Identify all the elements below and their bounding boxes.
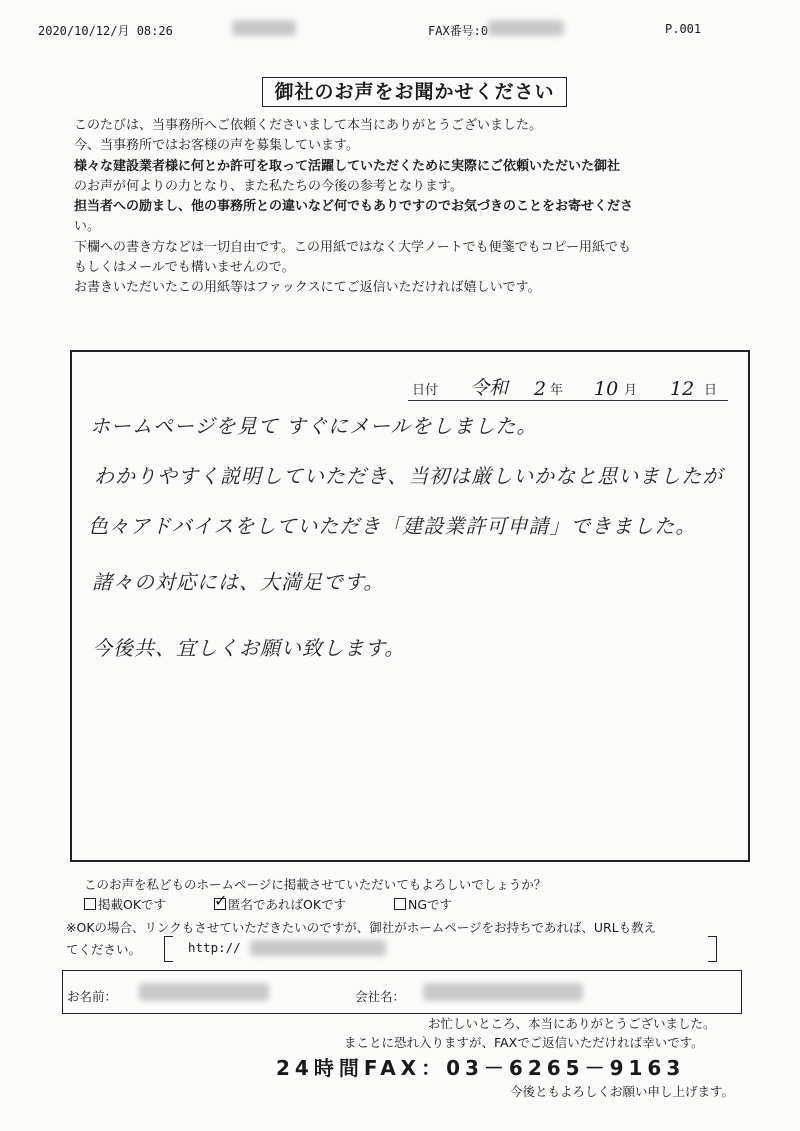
reply-request: まことに恐れ入りますが、FAXでご返信いただければ幸いです。 (344, 1035, 704, 1050)
option-ng[interactable]: NGです (394, 895, 452, 913)
checkbox-icon[interactable] (84, 898, 96, 910)
name-company-box (62, 970, 742, 1014)
page-number: P.001 (665, 22, 702, 36)
intro-line: 様々な建設業者様に何とか許可を取って活躍していただくために実際にご依頼いただいた御社 (74, 158, 621, 174)
checkbox-checked-icon[interactable]: ✓ (214, 891, 228, 910)
fax-number-line: 24時間FAX：03－6265－9163 (276, 1056, 686, 1080)
date-label: 日付 (412, 383, 439, 398)
intro-line: のお声が何よりの力となり、また私たちの今後の参考となります。 (74, 178, 463, 194)
date-day: 12 (670, 378, 695, 400)
url-note: ※OKの場合、リンクもさせていただきたいのですが、御社がホームページをお持ちであれば、URLも教え てください。 (66, 920, 657, 957)
page-title: 御社のお声をお聞かせください (262, 77, 567, 107)
option-publish-ok[interactable]: 掲載OKです (84, 895, 166, 913)
closing-text: 今後ともよろしくお願い申し上げます。 (510, 1084, 735, 1099)
intro-line: もしくはメールでも構いませんので。 (74, 260, 295, 276)
fax-header (0, 22, 800, 42)
url-input[interactable]: http:// (188, 940, 241, 955)
company-label: 会社名： (355, 989, 406, 1004)
comment-box[interactable] (70, 350, 750, 862)
handwritten-line: わかりやすく説明していただき、当初は厳しいかなと思いましたが (94, 464, 724, 488)
intro-text (74, 116, 754, 299)
intro-line: い。 (74, 219, 101, 235)
fax-datetime: 2020/10/12/月 08:26 (38, 24, 173, 38)
redacted-name[interactable] (139, 983, 269, 1001)
intro-line: お書きいただいたこの用紙等はファックスにてご返信いただければ嬉しいです。 (74, 280, 541, 296)
date-year-unit: 年 (550, 383, 564, 398)
redacted-company[interactable] (423, 983, 583, 1001)
handwritten-line: 色々アドバイスをしていただき「建設業許可申請」できました。 (88, 514, 697, 538)
url-bracket-right (708, 936, 717, 962)
date-year: 2 (534, 378, 547, 400)
redacted-url (250, 940, 386, 956)
date-month-unit: 月 (624, 383, 638, 398)
date-field (408, 378, 728, 401)
date-month: 10 (594, 378, 619, 400)
handwritten-line: 諸々の対応には、大満足です。 (92, 570, 385, 594)
url-bracket-left (164, 936, 173, 962)
checkbox-icon[interactable] (394, 898, 406, 910)
permission-question: このお声を私どものホームページに掲載させていただいてもよろしいでしょうか？ (84, 877, 547, 892)
intro-line: 今、当事務所ではお客様の声を募集しています。 (74, 138, 359, 154)
redacted-sender (232, 20, 296, 36)
handwritten-line: 今後共、宜しくお願い致します。 (92, 636, 406, 660)
intro-line: 担当者への励まし、他の事務所との違いなど何でもありですのでお気づきのことをお寄せくださ (74, 199, 634, 215)
thanks-text: お忙しいところ、本当にありがとうございました。 (428, 1016, 716, 1031)
date-day-unit: 日 (704, 383, 718, 398)
intro-line: このたびは、当事務所へご依頼くださいまして本当にありがとうございました。 (74, 118, 543, 133)
intro-line: 下欄への書き方などは一切自由です。この用紙ではなく大学ノートでも便箋でもコピー用紙でも (74, 239, 632, 255)
option-anonymous-ok[interactable]: ✓ 匿名であればOKです (214, 891, 347, 912)
redacted-fax-number (488, 20, 564, 36)
name-label: お名前： (67, 989, 118, 1004)
handwritten-line: ホームページを見て すぐにメールをしました。 (90, 414, 538, 438)
date-era: 令和 (470, 377, 509, 399)
fax-number-label: FAX番号:0 (428, 24, 489, 38)
